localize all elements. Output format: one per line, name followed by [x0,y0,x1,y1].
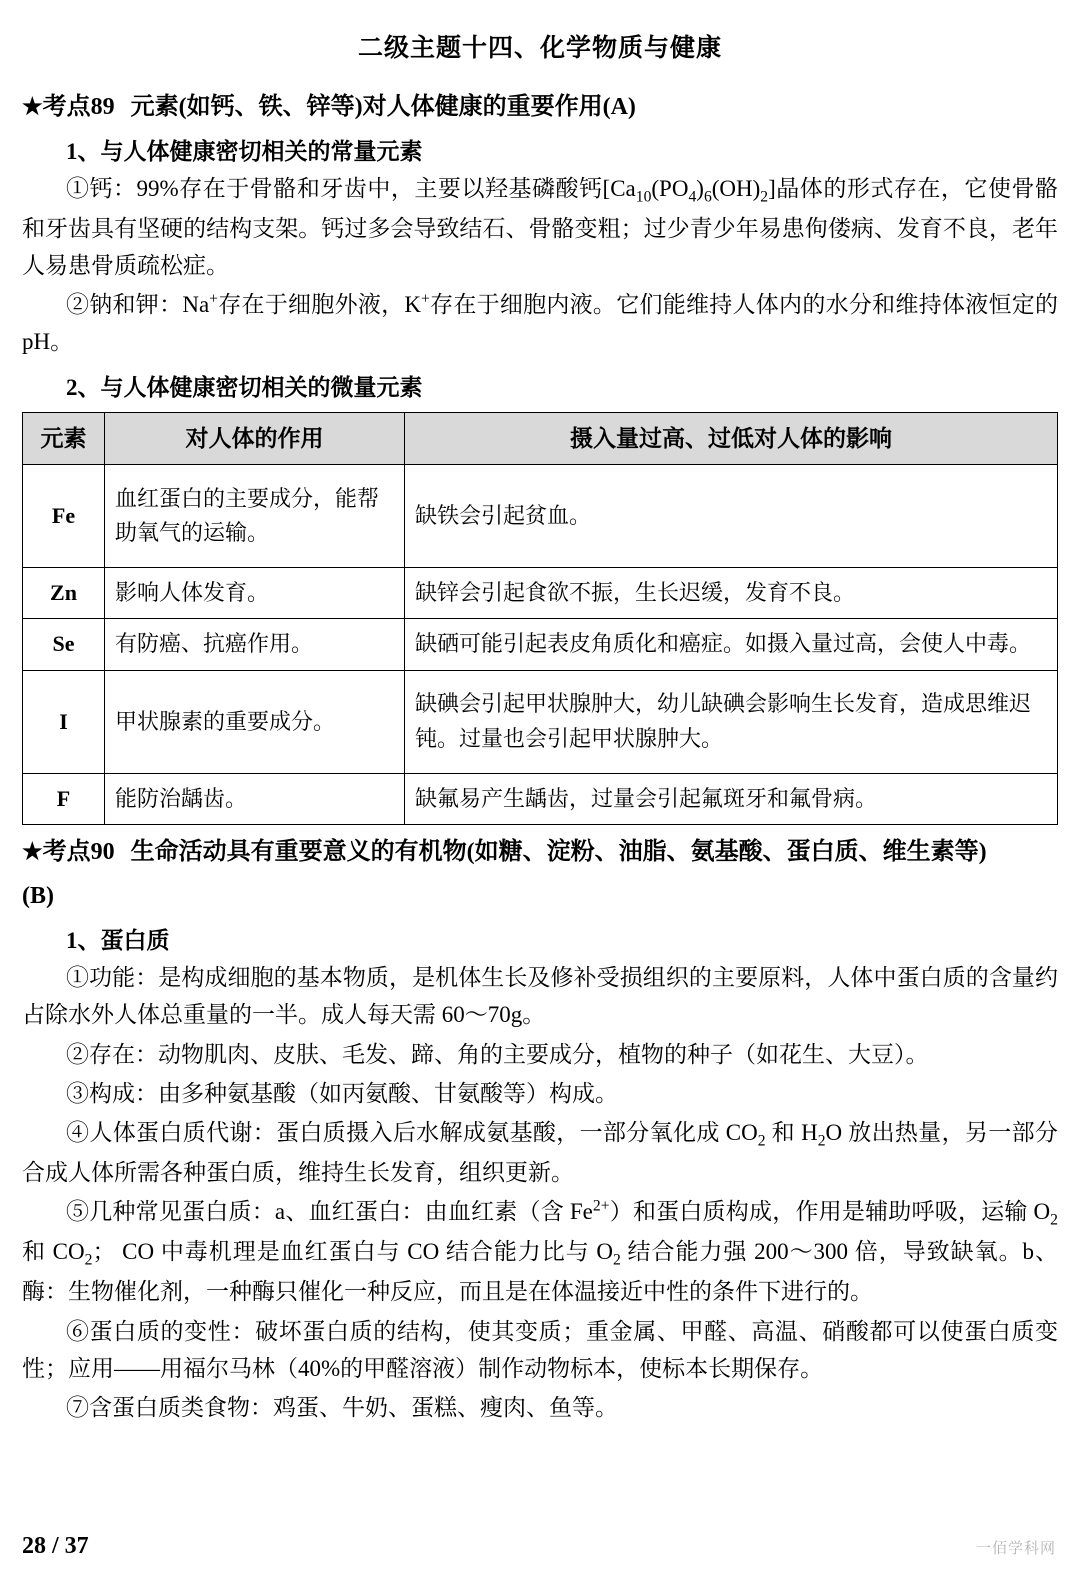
kaodian-89-heading [22,90,1058,125]
p5-part-e: 结合能力强 200～300 倍，导致缺氧。b、酶：生物催化剂，一种酶只催化一种反应，而且是在体温接近中性的条件下进行的。 [22,1239,1059,1305]
p5-sub-3: 2 [613,1251,621,1269]
section90-sub1: 1、蛋白质 [66,928,170,954]
table-header-row [23,412,1058,465]
p5-part-c: 和 CO [22,1239,85,1265]
table-header-effect: 摄入量过高、过低对人体的影响 [405,412,1058,465]
table-cell-role: 影响人体发育。 [105,568,405,619]
p5-sub-1: 2 [1050,1212,1058,1229]
p4-part-a: ④人体蛋白质代谢：蛋白质摄入后水解成氨基酸，一部分氧化成 CO [66,1120,758,1146]
table-cell-symbol: Zn [23,568,105,619]
para1-sub-2: 4 [688,188,697,206]
table-cell-effect: 缺碘会引起甲状腺肿大，幼儿缺碘会影响生长发育，造成思维迟钝。过量也会引起甲状腺肿大。 [405,670,1058,773]
section90-paragraph-5 [22,1193,1058,1310]
p5-part-a: ⑤几种常见蛋白质：a、血红蛋白：由血红素（含 Fe [66,1199,593,1225]
para2-sup-1: + [209,290,218,308]
table-row [23,670,1058,773]
para1-part-d: (OH) [711,175,761,201]
table-cell-role: 血红蛋白的主要成分，能帮助氧气的运输。 [105,465,405,568]
section89-sub1: 1、与人体健康密切相关的常量元素 [66,138,423,164]
table-row [23,619,1058,670]
kaodian-90-label: 考点90 [42,838,115,865]
para1-part-b: (PO [651,175,689,201]
table-cell-effect: 缺锌会引起食欲不振，生长迟缓，发育不良。 [405,568,1058,619]
p4-part-c: O 放出热量，另一部分合成人体所需各种蛋白质，维持生长发育，组织更新。 [22,1120,1058,1186]
kaodian-89-label: 考点89 [42,94,115,120]
kaodian-90-heading [22,835,1058,870]
p4-part-b: 和 H [765,1120,818,1146]
section89-paragraph-1 [22,170,1058,284]
table-header-element: 元素 [23,412,105,465]
p5-sub-2: 2 [84,1251,93,1269]
para1-sub-1: 10 [635,188,652,206]
table-cell-role: 能防治龋齿。 [105,773,405,824]
para1-sub-4: 2 [760,188,769,206]
watermark: 一佰学科网 [975,1540,1056,1557]
section90-paragraph-2: ②存在：动物肌肉、皮肤、毛发、蹄、角的主要成分，植物的种子（如花生、大豆）。 [66,1041,929,1067]
p4-sub-1: 2 [757,1132,766,1150]
table-cell-role: 有防癌、抗癌作用。 [105,619,405,670]
table-row [23,465,1058,568]
para2-part-c: 存在于细胞内液。它们能维持人体内的水分和维持体液恒定的 pH。 [22,292,1058,355]
section90-paragraph-6: ⑥蛋白质的变性：破坏蛋白质的结构，使其变质；重金属、甲醛、高温、硝酸都可以使蛋白质变性；应用——用福尔马林（40%的甲醛溶液）制作动物标本，使标本长期保存。 [22,1318,1058,1381]
para1-sub-3: 6 [703,188,712,206]
section90-paragraph-7: ⑦含蛋白质类食物：鸡蛋、牛奶、蛋糕、瘦肉、鱼等。 [66,1395,618,1420]
table-cell-symbol: I [23,670,105,773]
p5-part-d: ； CO 中毒机理是血红蛋白与 CO 结合能力比与 O [92,1239,614,1265]
kaodian-90-heading-line2: (B) [22,883,54,910]
kaodian-89-title: 元素(如钙、铁、锌等)对人体健康的重要作用(A) [130,94,636,120]
para2-part-b: 存在于细胞外液，K [217,292,421,318]
para2-sup-2: + [420,290,430,308]
section90-paragraph-3: ③构成：由多种氨基酸（如丙氨酸、甘氨酸等）构成。 [66,1080,618,1106]
para1-part-a: ①钙：99%存在于骨骼和牙齿中，主要以羟基磷酸钙[Ca [66,175,636,201]
table-cell-symbol: Se [23,619,105,670]
section90-paragraph-4 [22,1114,1058,1191]
table-cell-role: 甲状腺素的重要成分。 [105,670,405,773]
star-icon: ★ [22,838,43,864]
table-cell-effect: 缺硒可能引起表皮角质化和癌症。如摄入量过高，会使人中毒。 [405,619,1058,670]
table-row [23,568,1058,619]
trace-elements-table [22,412,1058,825]
table-cell-effect: 缺铁会引起贫血。 [405,465,1058,568]
star-icon: ★ [22,94,43,119]
table-cell-symbol: Fe [23,465,105,568]
section89-paragraph-2 [22,286,1058,361]
section90-paragraph-1: ①功能：是构成细胞的基本物质，是机体生长及修补受损组织的主要原料，人体中蛋白质的含量约占除水外人体总重量的一半。成人每天需 60～70g。 [22,965,1058,1028]
table-cell-symbol: F [23,773,105,824]
section89-sub2: 2、与人体健康密切相关的微量元素 [66,374,423,400]
p5-sup-1: 2+ [592,1197,610,1215]
table-cell-effect: 缺氟易产生龋齿，过量会引起氟斑牙和氟骨病。 [405,773,1058,824]
page-title: 二级主题十四、化学物质与健康 [357,35,722,62]
page-number: 28 / 37 [22,1533,89,1559]
table-header-role: 对人体的作用 [105,412,405,465]
table-row [23,773,1058,824]
para1-part-c: ) [696,175,704,201]
para2-part-a: ②钠和钾：Na [66,292,210,318]
para1-part-e: ]晶体的形式存在，它使骨骼和牙齿具有坚硬的结构支架。钙过多会导致结石、骨骼变粗；过少青少年易患佝偻病、发育不良，老年人易患骨质疏松症。 [22,175,1058,278]
p5-part-b: ）和蛋白质构成，作用是辅助呼吸，运输 O [609,1199,1051,1225]
kaodian-90-title: 生命活动具有重要意义的有机物(如糖、淀粉、油脂、氨基酸、蛋白质、维生素等) [130,838,987,865]
p4-sub-2: 2 [817,1132,826,1150]
